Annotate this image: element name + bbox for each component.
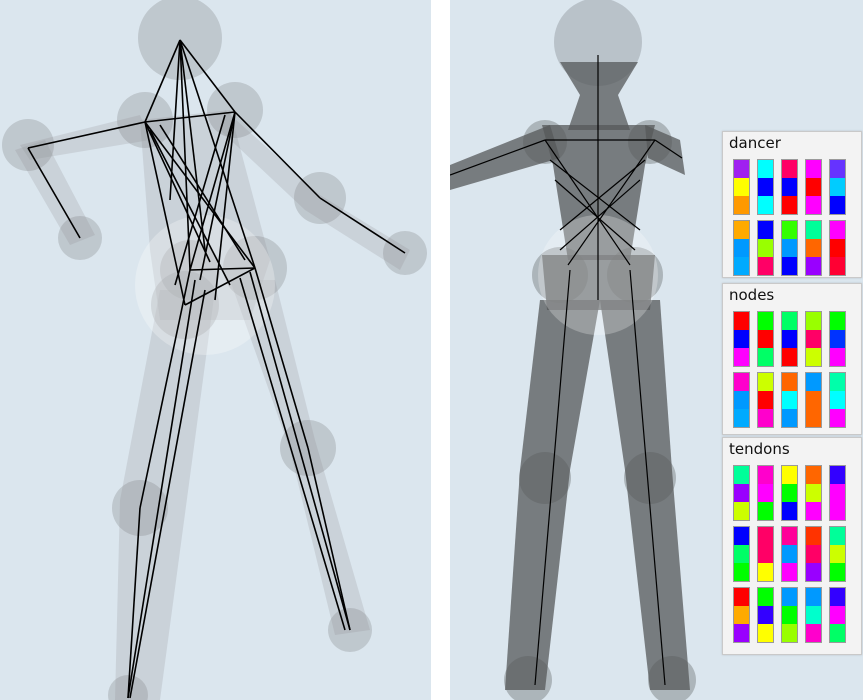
tendons-color-swatch[interactable] — [733, 465, 750, 521]
nodes-color-swatch[interactable] — [805, 372, 822, 428]
dancer-color-swatch[interactable] — [781, 159, 798, 215]
tendons-color-swatch[interactable] — [757, 587, 774, 643]
tendons-color-swatch[interactable] — [829, 526, 846, 582]
dancer-figure-left[interactable] — [0, 0, 431, 700]
nodes-color-swatch[interactable] — [781, 372, 798, 428]
tendons-palette — [722, 437, 862, 655]
nodes-color-swatch[interactable] — [733, 372, 750, 428]
left-viewport[interactable] — [0, 0, 431, 700]
dancer-color-swatch[interactable] — [805, 220, 822, 276]
tendons-color-swatch[interactable] — [733, 587, 750, 643]
dancer-color-swatch[interactable] — [733, 220, 750, 276]
panel-divider — [431, 0, 450, 700]
nodes-color-swatch[interactable] — [805, 311, 822, 367]
tendons-color-swatch[interactable] — [805, 465, 822, 521]
dancer-color-swatch[interactable] — [757, 220, 774, 276]
tendons-color-swatch[interactable] — [781, 526, 798, 582]
tendons-color-swatch[interactable] — [733, 526, 750, 582]
tendons-color-swatch[interactable] — [805, 587, 822, 643]
tendons-color-swatch[interactable] — [757, 526, 774, 582]
nodes-color-swatch[interactable] — [829, 372, 846, 428]
nodes-palette-title: nodes — [729, 286, 775, 304]
nodes-color-swatch[interactable] — [733, 311, 750, 367]
tendons-color-swatch[interactable] — [829, 587, 846, 643]
tendons-palette-title: tendons — [729, 440, 790, 458]
dancer-palette-title: dancer — [729, 134, 781, 152]
nodes-color-swatch[interactable] — [757, 311, 774, 367]
dancer-color-swatch[interactable] — [733, 159, 750, 215]
dancer-color-swatch[interactable] — [757, 159, 774, 215]
dancer-color-swatch[interactable] — [781, 220, 798, 276]
tendons-color-swatch[interactable] — [805, 526, 822, 582]
dancer-color-swatch[interactable] — [829, 159, 846, 215]
tendons-color-swatch[interactable] — [781, 465, 798, 521]
nodes-palette — [722, 283, 862, 435]
dancer-palette — [722, 131, 862, 278]
tendons-color-swatch[interactable] — [757, 465, 774, 521]
nodes-color-swatch[interactable] — [781, 311, 798, 367]
nodes-color-swatch[interactable] — [757, 372, 774, 428]
dancer-color-swatch[interactable] — [829, 220, 846, 276]
tendons-color-swatch[interactable] — [781, 587, 798, 643]
nodes-color-swatch[interactable] — [829, 311, 846, 367]
dancer-color-swatch[interactable] — [805, 159, 822, 215]
tendons-color-swatch[interactable] — [829, 465, 846, 521]
